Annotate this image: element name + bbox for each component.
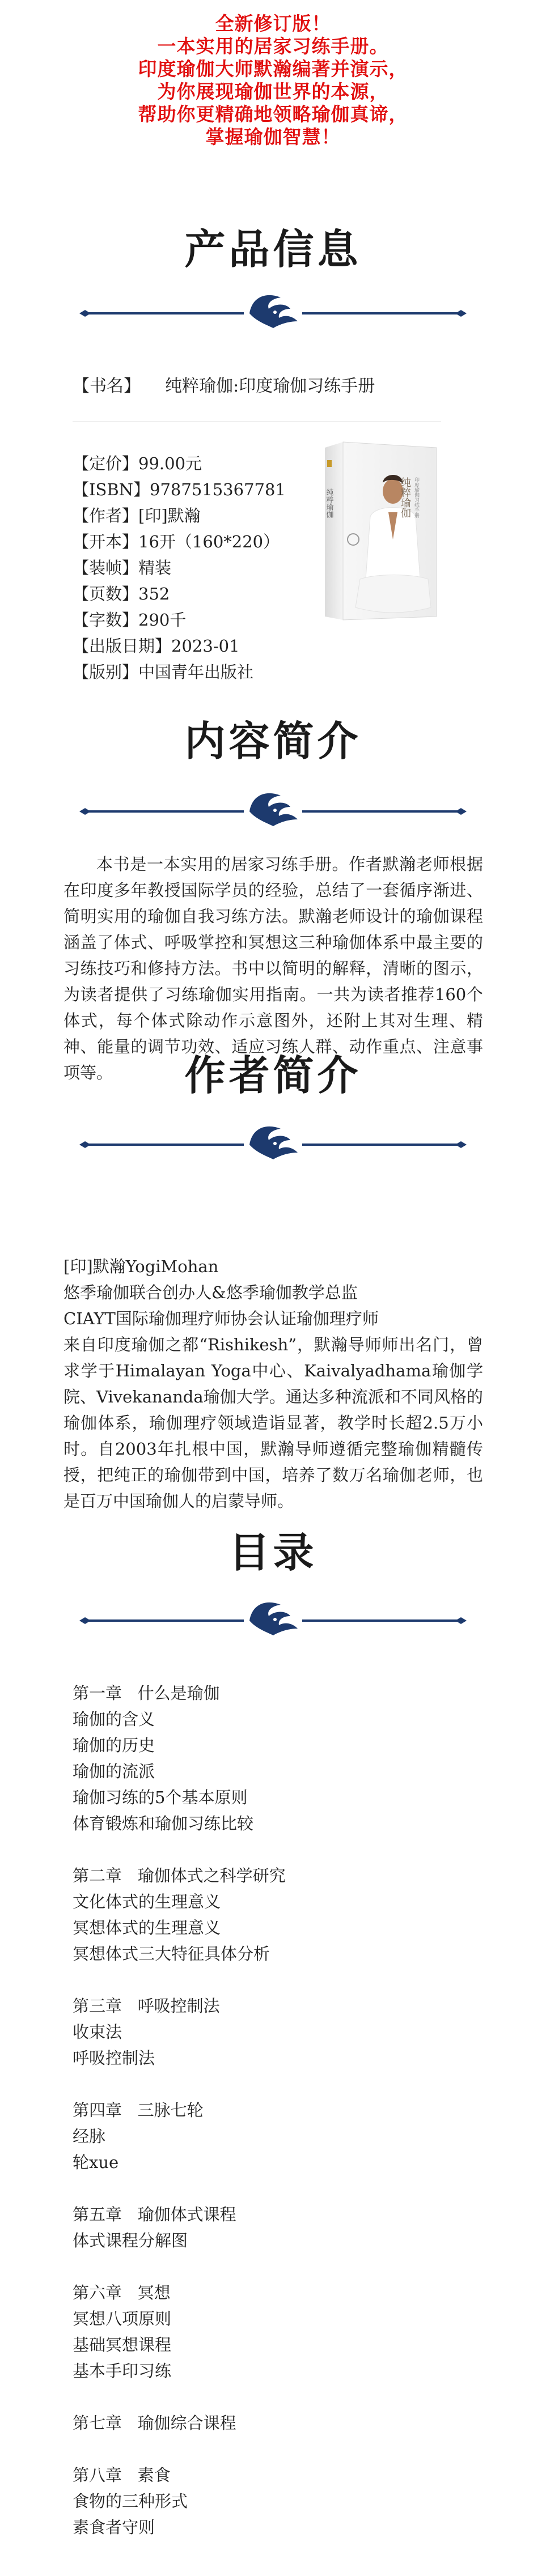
divider-ornament-icon	[79, 1127, 467, 1159]
toc-item: 瑜伽习练的5个基本原则	[73, 1788, 248, 1807]
toc-item: 瑜伽的流派	[73, 1762, 155, 1781]
section-divider	[79, 1593, 467, 1639]
book-title-value: 纯粹瑜伽:印度瑜伽习练手册	[165, 376, 375, 396]
divider-ornament-icon	[79, 793, 467, 826]
intro-line: 掌握瑜伽智慧！	[205, 126, 341, 148]
toc-chapter-group	[73, 1993, 469, 2071]
product-info-list	[73, 450, 322, 685]
intro-line: 帮助你更精确地领略瑜伽真谛，	[138, 103, 408, 125]
toc-item: 轮xue	[73, 2153, 119, 2172]
toc-item: 呼吸控制法	[73, 2048, 155, 2068]
info-row-format	[73, 529, 322, 555]
info-value: 中国青年出版社	[138, 662, 254, 682]
intro-line: 印度瑜伽大师默瀚编著并演示，	[138, 58, 408, 80]
author-paragraph: 来自印度瑜伽之都“Rishikesh”，默瀚导师师出名门，曾求学于Himalayan Yoga中心、Kaivalyadhama瑜伽学院、Vivekananda瑜伽大学。通达多种流派和不同风格的瑜伽体系，瑜伽理疗领域造诣显著，教学时长超2.5万小时。自2003年扎根中国，默瀚导师遵循完整瑜伽精髓传授，把纯正的瑜伽带到中国，培养了数万名瑜伽老师，也是百万中国瑜伽人的启蒙导师。	[64, 1335, 483, 1511]
divider-ornament-icon	[79, 1602, 467, 1635]
toc-chapter-group	[73, 2280, 469, 2384]
info-row-isbn	[73, 477, 322, 503]
author-cert: CIAYT国际瑜伽理疗师协会认证瑜伽理疗师	[64, 1309, 379, 1328]
info-row-words	[73, 607, 322, 633]
section-divider	[79, 286, 467, 331]
toc-item: 体育锻炼和瑜伽习练比较	[73, 1814, 254, 1833]
info-row-date	[73, 633, 322, 659]
toc-item: 冥想体式的生理意义	[73, 1918, 221, 1937]
info-value: 99.00元	[138, 454, 202, 473]
info-row-price	[73, 450, 322, 477]
toc-list	[73, 1680, 469, 2566]
toc-item: 经脉	[73, 2127, 106, 2146]
toc-item: 瑜伽的含义	[73, 1710, 155, 1729]
info-value: 352	[138, 584, 170, 603]
info-label: 【版别】	[73, 662, 139, 682]
toc-chapter-title: 第八章 素食	[73, 2466, 171, 2485]
toc-chapter-title: 第六章 冥想	[73, 2283, 171, 2302]
toc-chapter-title: 第三章 呼吸控制法	[73, 1996, 220, 2016]
toc-item: 体式课程分解图	[73, 2231, 188, 2250]
toc-item: 食物的三种形式	[73, 2492, 188, 2511]
toc-chapter-group	[73, 2462, 469, 2540]
author-role: 悠季瑜伽联合创办人&悠季瑜伽教学总监	[64, 1283, 358, 1302]
product-heading: 产品信息	[184, 225, 362, 273]
info-row-pages	[73, 581, 322, 607]
info-label: 【页数】	[73, 584, 139, 603]
toc-chapter-group	[73, 2097, 469, 2175]
toc-item: 文化体式的生理意义	[73, 1892, 221, 1911]
info-label: 【作者】	[73, 506, 139, 525]
toc-chapter-title: 第二章 瑜伽体式之科学研究	[73, 1866, 286, 1885]
content-heading: 内容简介	[184, 717, 362, 765]
toc-chapter-title: 第五章 瑜伽体式课程	[73, 2205, 236, 2224]
info-value: [印]默瀚	[138, 506, 201, 525]
book-cover-image	[320, 437, 439, 624]
toc-item: 瑜伽的历史	[73, 1736, 155, 1755]
info-row-publisher	[73, 659, 322, 685]
toc-item: 基本手印习练	[73, 2361, 172, 2381]
toc-heading: 目录	[228, 1528, 318, 1576]
cover-subtitle-text: 印度瑜伽习练手册	[414, 477, 420, 518]
toc-item: 冥想体式三大特征具体分析	[73, 1944, 270, 1963]
author-block	[64, 1253, 483, 1514]
info-label: 【字数】	[73, 610, 139, 630]
toc-chapter-group	[73, 2410, 469, 2436]
info-label: 【ISBN】	[73, 480, 150, 499]
info-label: 【装帧】	[73, 558, 139, 577]
info-label: 【定价】	[73, 454, 139, 473]
book-title-row	[73, 375, 441, 398]
info-row-author	[73, 503, 322, 529]
info-value: 2023-01	[171, 636, 240, 656]
toc-chapter-title: 第七章 瑜伽综合课程	[73, 2413, 236, 2433]
info-value: 精装	[138, 558, 172, 577]
toc-chapter-title: 第一章 什么是瑜伽	[73, 1684, 220, 1703]
intro-line: 一本实用的居家习练手册。	[157, 35, 389, 57]
intro-line: 全新修订版！	[215, 12, 331, 35]
cover-title-text: 纯粹瑜伽	[400, 477, 411, 518]
book-title-label: 【书名】	[73, 376, 141, 396]
intro-line: 为你展现瑜伽世界的本源，	[157, 80, 389, 103]
section-divider	[79, 1117, 467, 1163]
cover-spine-text: 纯粹瑜伽	[325, 488, 334, 518]
toc-item: 基础冥想课程	[73, 2335, 172, 2354]
divider-ornament-icon	[79, 295, 467, 328]
toc-item: 冥想八项原则	[73, 2309, 172, 2328]
toc-chapter-group	[73, 1680, 469, 1837]
intro-block	[0, 12, 546, 148]
author-heading: 作者简介	[184, 1051, 362, 1099]
author-name: [印]默瀚YogiMohan	[64, 1257, 219, 1276]
toc-item: 收束法	[73, 2022, 122, 2042]
toc-chapter-group	[73, 2201, 469, 2254]
content-paragraph: 本书是一本实用的居家习练手册。作者默瀚老师根据在印度多年教授国际学员的经验，总结了一套循序渐进、简明实用的瑜伽自我习练方法。默瀚老师设计的瑜伽课程涵盖了体式、呼吸掌控和冥想这三种瑜伽体系中最主要的习练技巧和修持方法。书中以简明的解释，清晰的图示，为读者提供了习练瑜伽实用指南。一共为读者推荐160个体式，每个体式除动作示意图外，还附上其对生理、精神、能量的调节功效、适应习练人群、动作重点、注意事项等。	[64, 855, 483, 1082]
toc-chapter-title: 第四章 三脉七轮	[73, 2101, 204, 2120]
toc-chapter-group	[73, 1863, 469, 1967]
info-label: 【开本】	[73, 532, 139, 551]
info-value: 16开（160*220）	[138, 532, 280, 551]
info-value: 290千	[138, 610, 187, 630]
toc-item: 素食者守则	[73, 2518, 155, 2537]
info-label: 【出版日期】	[73, 636, 172, 656]
section-divider	[79, 784, 467, 830]
info-value: 9787515367781	[150, 480, 286, 499]
info-row-binding	[73, 555, 322, 581]
